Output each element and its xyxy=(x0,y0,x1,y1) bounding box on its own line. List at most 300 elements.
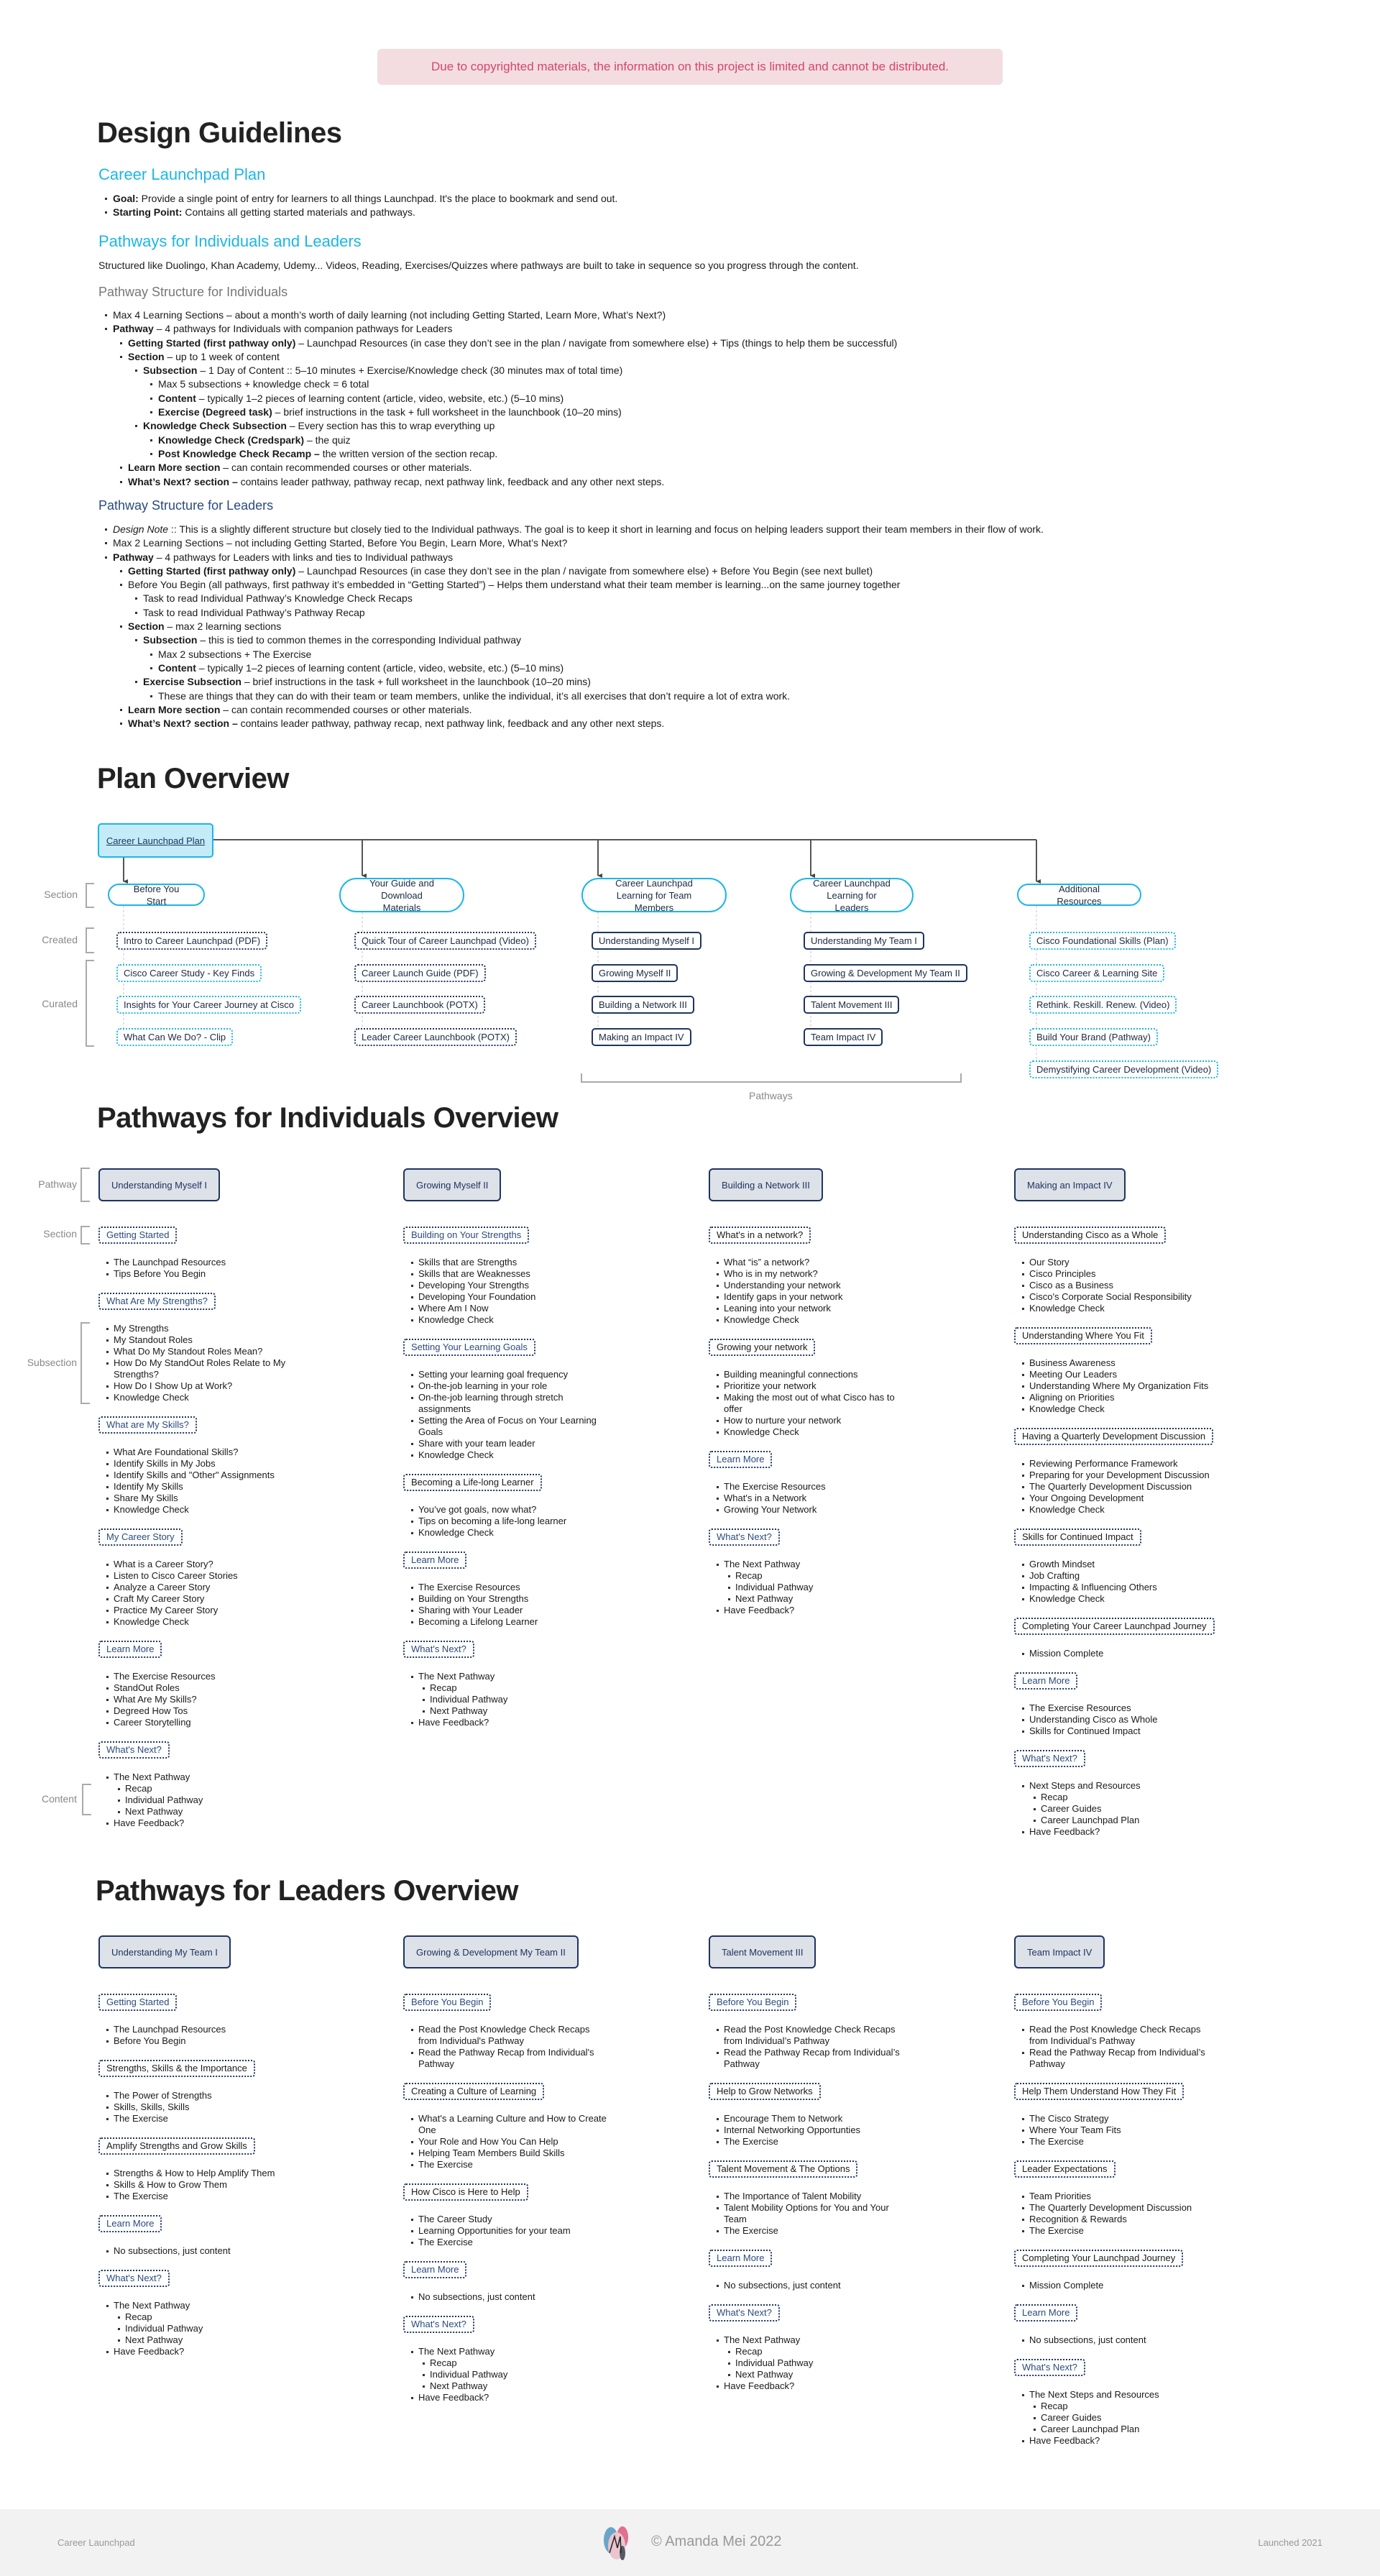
subsection-item: Knowledge Check xyxy=(1029,1593,1219,1605)
section-box[interactable]: Learn More xyxy=(709,2250,772,2267)
subsection-list xyxy=(1014,2334,1219,2346)
subsection-item: Knowledge Check xyxy=(724,1426,914,1438)
individuals-overview-title: Pathways for Individuals Overview xyxy=(97,1102,558,1134)
subsection-item: Who is in my network? xyxy=(724,1268,914,1280)
individuals-structure-bullets xyxy=(113,308,897,489)
section-box[interactable]: Creating a Culture of Learning xyxy=(403,2083,544,2100)
pathway-section xyxy=(1014,2160,1230,2237)
subsection-item: Knowledge Check xyxy=(114,1392,303,1403)
pathway-section xyxy=(1014,1327,1230,1415)
content-item: Next Pathway xyxy=(125,2334,303,2346)
subsection-list xyxy=(1014,1780,1219,1838)
pathway-section xyxy=(1014,2083,1230,2148)
plan-item-curated[interactable]: Build Your Brand (Pathway) xyxy=(1029,1028,1158,1046)
guideline-bullet xyxy=(113,536,1044,550)
plan-item-pathway[interactable]: Team Impact IV xyxy=(804,1028,883,1046)
section-box[interactable]: Getting Started xyxy=(98,1227,177,1244)
plan-section-node[interactable]: Career Launchpad Learning for Leaders xyxy=(790,878,914,912)
plan-item-pathway[interactable]: Making an Impact IV xyxy=(592,1028,691,1046)
pathway-section xyxy=(1014,1618,1230,1659)
pathway-section xyxy=(98,1293,314,1403)
subsection-item: Listen to Cisco Career Stories xyxy=(114,1570,303,1582)
footer-copyright: © Amanda Mei 2022 xyxy=(651,2534,782,2549)
subsection-item: Encourage Them to Network xyxy=(724,2113,914,2124)
plan-label-pathways: Pathways xyxy=(749,1090,793,1101)
guideline-bullet xyxy=(128,461,897,475)
pathway-section xyxy=(403,2261,619,2303)
subsection-item: The Next Pathway Recap Individual Pathway Next Pathway xyxy=(724,2334,914,2380)
section-box[interactable]: Having a Quarterly Development Discussion xyxy=(1014,1428,1213,1445)
plan-label-curated: Curated xyxy=(42,998,78,1009)
guideline-bullet-lead: What’s Next? section – xyxy=(128,475,238,487)
amanda-mei-logo-icon xyxy=(599,2524,635,2562)
subsection-item: Read the Pathway Recap from Individual’s Pathway xyxy=(724,2047,914,2070)
guideline-bullet-lead: Learn More section xyxy=(128,462,221,474)
subsection-item: The Exercise xyxy=(114,2191,303,2202)
guideline-bullet-text: Max 4 Learning Sections – about a month’s worth of daily learning (not including Getting Started, Learn More, What’s Next?) xyxy=(113,309,666,321)
guideline-bullet-text: – 1 Day of Content :: 5–10 minutes + Exercise/Knowledge check (30 minutes max of total time) xyxy=(197,365,623,377)
guideline-bullet-lead: Pathway xyxy=(113,551,154,563)
pathway-box[interactable]: Understanding My Team I xyxy=(98,1935,231,1968)
guideline-bullet-text: – typically 1–2 pieces of learning content (article, video, website, etc.) (5–10 mins) xyxy=(196,392,564,404)
subsection-item: The Exercise xyxy=(1029,2136,1219,2148)
subsection-list xyxy=(709,2191,914,2237)
guideline-bullet xyxy=(128,620,1044,633)
pathway-box[interactable]: Team Impact IV xyxy=(1014,1935,1105,1968)
pathway-section xyxy=(403,1641,619,1728)
pathway-section xyxy=(98,1227,314,1280)
subsection-list xyxy=(1014,2024,1219,2070)
pathway-box[interactable]: Making an Impact IV xyxy=(1014,1168,1126,1201)
subsection-item: Have Feedback? xyxy=(114,1818,303,1829)
subsection-item: Have Feedback? xyxy=(418,1717,608,1728)
section-box[interactable]: What's in a network? xyxy=(709,1227,811,1244)
plan-item-curated[interactable]: What Can We Do? - Clip xyxy=(116,1028,233,1046)
subsection-list xyxy=(403,2214,608,2248)
subsection-item: Knowledge Check xyxy=(114,1616,303,1628)
subsection-item: My Strengths xyxy=(114,1323,303,1334)
label-pathway: Pathway xyxy=(38,1178,77,1190)
content-item: Next Pathway xyxy=(735,2369,914,2380)
pathway-sections xyxy=(1014,1994,1230,2447)
section-box[interactable]: Help to Grow Networks xyxy=(709,2083,821,2100)
section-box[interactable]: Growing your network xyxy=(709,1339,815,1356)
content-item: Recap xyxy=(1041,1792,1219,1803)
subsection-item: The Career Study xyxy=(418,2214,608,2225)
subsection-item: Leaning into your network xyxy=(724,1303,914,1314)
subsection-list xyxy=(403,2024,608,2070)
subsection-list xyxy=(98,1671,303,1728)
plan-item-pathway[interactable]: Growing & Development My Team II xyxy=(804,964,967,982)
pathway-box[interactable]: Understanding Myself I xyxy=(98,1168,220,1201)
guideline-bullet-text: Max 2 subsections + The Exercise xyxy=(158,648,312,660)
guideline-bullet-text: Max 5 subsections + knowledge check = 6 total xyxy=(158,378,369,390)
subsection-item: Understanding your network xyxy=(724,1280,914,1291)
section-box[interactable]: Skills for Continued Impact xyxy=(1014,1528,1141,1546)
pathways-intro: Structured like Duolingo, Khan Academy, Udemy... Videos, Reading, Exercises/Quizzes where pathways are built to take in sequence so you progress through the content. xyxy=(98,260,859,271)
subsection-item: Building on Your Strengths xyxy=(418,1593,608,1605)
subsection-item: Share My Skills xyxy=(114,1493,303,1504)
subsection-item: What Are My Skills? xyxy=(114,1694,303,1705)
pathway-box[interactable]: Growing Myself II xyxy=(403,1168,501,1201)
plan-item-curated[interactable]: Cisco Career & Learning Site xyxy=(1029,964,1164,982)
section-box[interactable]: Becoming a Life-long Learner xyxy=(403,1474,542,1491)
subsection-item: Growing Your Network xyxy=(724,1504,914,1516)
subsection-item: Talent Mobility Options for You and Your Team xyxy=(724,2202,914,2225)
pathway-section xyxy=(1014,2359,1230,2447)
subsection-list xyxy=(1014,2113,1219,2148)
content-item: Next Pathway xyxy=(430,2380,608,2392)
subsection-item: Sharing with Your Leader xyxy=(418,1605,608,1616)
pathway-section xyxy=(403,2183,619,2248)
guideline-bullet-lead: Content xyxy=(158,392,196,404)
copyright-notice-banner: Due to copyrighted materials, the information on this project is limited and cannot be distributed. xyxy=(377,49,1003,85)
subsection-list xyxy=(709,2024,914,2070)
pathway-section xyxy=(403,2083,619,2171)
content-item: Recap xyxy=(125,1783,303,1795)
pathway-sections xyxy=(403,1227,619,1728)
plan-item-created[interactable]: Intro to Career Launchpad (PDF) xyxy=(116,932,267,950)
subsection-item: Knowledge Check xyxy=(418,1527,608,1539)
guideline-bullet xyxy=(128,703,1044,717)
section-box[interactable]: What Are My Strengths? xyxy=(98,1293,216,1310)
label-section: Section xyxy=(43,1228,77,1239)
guideline-bullet-lead: Subsection xyxy=(143,634,198,646)
subsection-item: Helping Team Members Build Skills xyxy=(418,2148,608,2159)
pathway-column xyxy=(98,1935,314,2370)
guideline-bullet-text: – 4 pathways for Leaders with links and ties to Individual pathways xyxy=(153,551,454,563)
guideline-bullet-text: – can contain recommended courses or other materials. xyxy=(220,462,472,474)
guideline-bullet-lead: Starting Point: xyxy=(113,206,183,219)
leaders-structure-bullets xyxy=(113,523,1044,730)
section-box[interactable]: What are My Skills? xyxy=(98,1416,197,1434)
section-box[interactable]: Help Them Understand How They Fit xyxy=(1014,2083,1184,2100)
section-box[interactable]: Setting Your Learning Goals xyxy=(403,1339,535,1356)
subsection-item: Strengths & How to Help Amplify Them xyxy=(114,2168,303,2179)
section-box[interactable]: How Cisco is Here to Help xyxy=(403,2183,528,2201)
section-box[interactable]: Leader Expectations xyxy=(1014,2160,1116,2178)
pathways-heading: Pathways for Individuals and Leaders xyxy=(98,232,362,250)
subsection-item: Mission Complete xyxy=(1029,1648,1219,1659)
subsection-item: What “is” a network? xyxy=(724,1257,914,1268)
subsection-item: Making the most out of what Cisco has to offer xyxy=(724,1392,914,1415)
subsection-item: On-the-job learning through stretch assignments xyxy=(418,1392,608,1415)
guideline-bullet-text: :: This is a slightly different structure but closely tied to the Individual pathways. The goal is to keep it short in learning and focus on helping leaders support their team members in their flow of work. xyxy=(168,523,1044,535)
subsection-item: Share with your team leader xyxy=(418,1438,608,1449)
subsection-item: Your Ongoing Development xyxy=(1029,1493,1219,1504)
subsection-item: The Exercise xyxy=(114,2113,303,2124)
subsection-list xyxy=(709,2334,914,2392)
plan-bullets xyxy=(113,192,617,220)
guideline-bullet-lead: Subsection xyxy=(143,365,198,377)
guideline-bullet-text: contains leader pathway, pathway recap, next pathway link, feedback and any other next steps. xyxy=(237,475,665,487)
section-box[interactable]: Strengths, Skills & the Importance xyxy=(98,2060,255,2077)
subsection-item: The Next Pathway Recap Individual Pathway Next Pathway xyxy=(114,1771,303,1818)
subsection-list xyxy=(98,1559,303,1628)
section-box[interactable]: What's Next? xyxy=(98,1741,170,1759)
subsection-item: On-the-job learning in your role xyxy=(418,1380,608,1392)
subsection-item: The Cisco Strategy xyxy=(1029,2113,1219,2124)
plan-label-section: Section xyxy=(44,889,78,900)
pathway-section xyxy=(709,1339,924,1438)
content-item: Career Launchpad Plan xyxy=(1041,1815,1219,1826)
section-box[interactable]: Amplify Strengths and Grow Skills xyxy=(98,2137,255,2155)
plan-item-curated[interactable]: Rethink. Reskill. Renew. (Video) xyxy=(1029,996,1177,1014)
plan-item-pathway[interactable]: Understanding My Team I xyxy=(804,932,924,950)
subsection-item: Where Your Team Fits xyxy=(1029,2124,1219,2136)
section-box[interactable]: Completing Your Launchpad Journey xyxy=(1014,2250,1183,2267)
leaders-structure-heading: Pathway Structure for Leaders xyxy=(98,498,274,513)
subsection-item: Prioritize your network xyxy=(724,1380,914,1392)
section-box[interactable]: Learn More xyxy=(98,2215,162,2232)
guideline-bullet xyxy=(158,689,1044,703)
pathway-column xyxy=(98,1168,314,1842)
section-box[interactable]: What's Next? xyxy=(98,2270,170,2287)
subsection-item: Team Priorities xyxy=(1029,2191,1219,2202)
footer-launch-year: Launched 2021 xyxy=(1258,2537,1322,2548)
content-list xyxy=(418,2357,608,2392)
subsection-list xyxy=(709,1559,914,1616)
guideline-bullet-text: Max 2 Learning Sections – not including Getting Started, Before You Begin, Learn More, What’s Next? xyxy=(113,537,568,549)
subsection-item: StandOut Roles xyxy=(114,1682,303,1694)
subsection-list xyxy=(403,1671,608,1728)
subsection-item: The Exercise xyxy=(418,2159,608,2171)
subsection-item: Before You Begin xyxy=(114,2035,303,2047)
plan-overview-title: Plan Overview xyxy=(97,763,289,794)
content-list xyxy=(724,2346,914,2380)
subsection-item: The Launchpad Resources xyxy=(114,2024,303,2035)
plan-section-node[interactable]: Your Guide and Download Materials xyxy=(339,878,464,912)
subsection-item: Developing Your Foundation xyxy=(418,1291,608,1303)
guideline-bullet-lead: Learn More section xyxy=(128,703,221,715)
pathway-section xyxy=(1014,2304,1230,2346)
section-box[interactable]: What's Next? xyxy=(1014,1750,1085,1767)
section-box[interactable]: Before You Begin xyxy=(709,1994,796,2011)
section-box[interactable]: What's Next? xyxy=(709,1528,780,1546)
pathway-column xyxy=(403,1168,619,1741)
subsection-item: Preparing for your Development Discussion xyxy=(1029,1470,1219,1481)
plan-item-curated[interactable]: Cisco Foundational Skills (Plan) xyxy=(1029,932,1176,950)
subsection-list xyxy=(1014,1357,1219,1415)
content-list xyxy=(724,1570,914,1605)
pathway-column xyxy=(709,1168,924,1629)
subsection-item: The Next Pathway Recap Individual Pathway Next Pathway xyxy=(724,1559,914,1605)
section-box[interactable]: Learn More xyxy=(1014,2304,1077,2321)
subsection-item: Business Awareness xyxy=(1029,1357,1219,1369)
guideline-bullet xyxy=(143,633,1044,647)
plan-item-pathway[interactable]: Growing Myself II xyxy=(592,964,678,982)
pathway-section xyxy=(98,1528,314,1628)
guideline-bullet-lead: Exercise Subsection xyxy=(143,676,242,688)
subsection-item: Skills that are Strengths xyxy=(418,1257,608,1268)
section-box[interactable]: Talent Movement & The Options xyxy=(709,2160,857,2178)
guideline-bullet-text: – Every section has this to wrap everything up xyxy=(286,420,495,432)
subsection-item: Identify Skills and "Other" Assignments xyxy=(114,1470,303,1481)
pathway-sections xyxy=(98,1994,314,2357)
plan-item-created[interactable]: Career Launch Guide (PDF) xyxy=(354,964,486,982)
subsection-item: Impacting & Influencing Others xyxy=(1029,1582,1219,1593)
subsection-item: The Exercise xyxy=(418,2237,608,2248)
plan-item-pathway[interactable]: Understanding Myself I xyxy=(592,932,702,950)
subsection-item: The Next Pathway Recap Individual Pathway Next Pathway xyxy=(418,2346,608,2392)
pathway-column xyxy=(1014,1935,1230,2460)
subsection-item: Have Feedback? xyxy=(1029,1826,1219,1838)
subsection-item: The Next Pathway Recap Individual Pathway Next Pathway xyxy=(418,1671,608,1717)
subsection-item: Setting your learning goal frequency xyxy=(418,1369,608,1380)
subsection-item: The Exercise Resources xyxy=(418,1582,608,1593)
guideline-bullet xyxy=(158,648,1044,661)
guideline-bullet xyxy=(113,206,617,219)
guideline-bullet xyxy=(158,392,897,405)
guideline-bullet-text: – 4 pathways for Individuals with companion pathways for Leaders xyxy=(153,323,453,335)
subsection-item: What Do My Standout Roles Mean? xyxy=(114,1346,303,1357)
subsection-item: Have Feedback? xyxy=(724,1605,914,1616)
pathway-box[interactable]: Building a Network III xyxy=(709,1168,823,1201)
subsection-item: No subsections, just content xyxy=(418,2291,608,2303)
plan-item-created[interactable]: Career Launchbook (POTX) xyxy=(354,996,485,1014)
section-box[interactable]: Learn More xyxy=(98,1641,162,1658)
subsection-item: Recognition & Rewards xyxy=(1029,2214,1219,2225)
career-launchpad-plan-link[interactable]: Career Launchpad Plan xyxy=(98,823,213,858)
subsection-item: Analyze a Career Story xyxy=(114,1582,303,1593)
pathway-section xyxy=(1014,1528,1230,1605)
subsection-list xyxy=(403,2291,608,2303)
section-box[interactable]: What's Next? xyxy=(403,2316,474,2333)
subsection-item: Setting the Area of Focus on Your Learning Goals xyxy=(418,1415,608,1438)
subsection-item: Developing Your Strengths xyxy=(418,1280,608,1291)
plan-item-curated[interactable]: Insights for Your Career Journey at Cisco xyxy=(116,996,301,1014)
pathway-box[interactable]: Growing & Development My Team II xyxy=(403,1935,579,1968)
subsection-item: Knowledge Check xyxy=(114,1504,303,1516)
subsection-item: Learning Opportunities for your team xyxy=(418,2225,608,2237)
subsection-list xyxy=(98,2090,303,2124)
plan-item-pathway[interactable]: Talent Movement III xyxy=(804,996,899,1014)
section-box[interactable]: Understanding Cisco as a Whole xyxy=(1014,1227,1166,1244)
label-content: Content xyxy=(41,1793,77,1805)
section-box[interactable]: Learn More xyxy=(403,1551,466,1569)
subsection-list xyxy=(1014,1458,1219,1516)
subsection-list xyxy=(709,1481,914,1516)
subsection-list xyxy=(98,2245,303,2257)
subsection-item: Cisco Principles xyxy=(1029,1268,1219,1280)
subsection-item: Skills, Skills, Skills xyxy=(114,2101,303,2113)
pathway-section xyxy=(98,1994,314,2047)
guideline-bullet xyxy=(158,661,1044,675)
guideline-bullet xyxy=(143,592,1044,605)
subsection-item: What's in a Network xyxy=(724,1493,914,1504)
section-box[interactable]: What's Next? xyxy=(1014,2359,1085,2376)
subsection-item: Skills for Continued Impact xyxy=(1029,1725,1219,1737)
plan-item-pathway[interactable]: Building a Network III xyxy=(592,996,694,1014)
subsection-item: Degreed How Tos xyxy=(114,1705,303,1717)
guideline-bullet xyxy=(128,350,897,364)
pathway-box[interactable]: Talent Movement III xyxy=(709,1935,816,1968)
pathway-section xyxy=(709,2250,924,2291)
section-box[interactable]: Before You Begin xyxy=(1014,1994,1102,2011)
subsection-list xyxy=(98,1447,303,1516)
pathway-section xyxy=(1014,1428,1230,1516)
pathway-section xyxy=(403,1994,619,2070)
pathway-section xyxy=(709,1528,924,1616)
pathway-section xyxy=(403,1551,619,1628)
section-box[interactable]: Learn More xyxy=(403,2261,466,2278)
subsection-list xyxy=(403,1582,608,1628)
plan-item-curated[interactable]: Cisco Career Study - Key Finds xyxy=(116,964,262,982)
subsection-list xyxy=(709,2280,914,2291)
content-list xyxy=(1029,1792,1219,1826)
content-item: Individual Pathway xyxy=(430,2369,608,2380)
subsection-item: Read the Post Knowledge Check Recaps from Individual's Pathway xyxy=(418,2024,608,2047)
plan-item-created[interactable]: Quick Tour of Career Launchpad (Video) xyxy=(354,932,536,950)
pathway-section xyxy=(403,1474,619,1539)
subsection-item: Mission Complete xyxy=(1029,2280,1219,2291)
section-box[interactable]: Completing Your Career Launchpad Journey xyxy=(1014,1618,1215,1635)
subsection-item: The Quarterly Development Discussion xyxy=(1029,2202,1219,2214)
guideline-bullet xyxy=(113,551,1044,564)
guideline-bullet-lead: Content xyxy=(158,661,196,674)
guideline-bullet-text: – Launchpad Resources (in case they don’t see in the plan / navigate from somewhere else) + Before You Begin (see next bullet) xyxy=(295,564,873,577)
pathway-section xyxy=(98,2137,314,2202)
guideline-bullet-lead: Section xyxy=(128,620,165,633)
subsection-list xyxy=(709,1369,914,1438)
subsection-list xyxy=(1014,2280,1219,2291)
plan-section-node[interactable]: Additional Resources xyxy=(1017,884,1141,906)
subsection-item: Have Feedback? xyxy=(1029,2435,1219,2447)
guideline-bullet-text: contains leader pathway, pathway recap, next pathway link, feedback and any other next steps. xyxy=(237,718,665,730)
guideline-bullet xyxy=(143,606,1044,620)
pathway-section xyxy=(1014,1227,1230,1314)
subsection-item: Knowledge Check xyxy=(1029,1303,1219,1314)
guideline-bullet xyxy=(158,447,897,461)
subsection-list xyxy=(403,2346,608,2403)
subsection-item: No subsections, just content xyxy=(114,2245,303,2257)
section-box[interactable]: Learn More xyxy=(709,1451,772,1468)
subsection-item: Skills & How to Grow Them xyxy=(114,2179,303,2191)
section-box[interactable]: My Career Story xyxy=(98,1528,183,1546)
pathway-section xyxy=(709,2304,924,2392)
section-box[interactable]: Before You Begin xyxy=(403,1994,491,2011)
content-item: Career Guides xyxy=(1041,1803,1219,1815)
section-box[interactable]: What's Next? xyxy=(403,1641,474,1658)
pathway-sections xyxy=(709,1227,924,1616)
subsection-list xyxy=(98,1257,303,1280)
guideline-bullet-text: Task to read Individual Pathway’s Knowledge Check Recaps xyxy=(143,592,413,605)
plan-section-node[interactable]: Career Launchpad Learning for Team Members xyxy=(581,878,727,912)
plan-section-node[interactable]: Before You Start xyxy=(108,884,205,906)
section-box[interactable]: Learn More xyxy=(1014,1672,1077,1690)
subsection-item: Understanding Cisco as Whole xyxy=(1029,1714,1219,1725)
subsection-item: Career Storytelling xyxy=(114,1717,303,1728)
plan-item-curated[interactable]: Demystifying Career Development (Video) xyxy=(1029,1060,1218,1078)
guideline-bullet-text: Task to read Individual Pathway’s Pathway Recap xyxy=(143,606,365,618)
subsection-item: Read the Pathway Recap from Individual's Pathway xyxy=(418,2047,608,2070)
pathway-sections xyxy=(1014,1227,1230,1838)
guideline-bullet-text: – brief instructions in the task + full worksheet in the launchbook (10–20 mins) xyxy=(272,406,622,418)
content-item: Next Pathway xyxy=(430,1705,608,1717)
guideline-bullet-lead: Post Knowledge Check Recamp – xyxy=(158,447,320,459)
guideline-bullet xyxy=(128,717,1044,730)
section-box[interactable]: Building on Your Strengths xyxy=(403,1227,529,1244)
subsection-item: The Power of Strengths xyxy=(114,2090,303,2101)
section-box[interactable]: What's Next? xyxy=(709,2304,780,2321)
subsection-item: The Launchpad Resources xyxy=(114,1257,303,1268)
subsection-item: Identify gaps in your network xyxy=(724,1291,914,1303)
guideline-bullet-text: – this is tied to common themes in the corresponding Individual pathway xyxy=(197,634,522,646)
subsection-item: Tips on becoming a life-long learner xyxy=(418,1516,608,1527)
plan-item-created[interactable]: Leader Career Launchbook (POTX) xyxy=(354,1028,517,1046)
section-box[interactable]: Getting Started xyxy=(98,1994,177,2011)
section-box[interactable]: Understanding Where You Fit xyxy=(1014,1327,1152,1344)
